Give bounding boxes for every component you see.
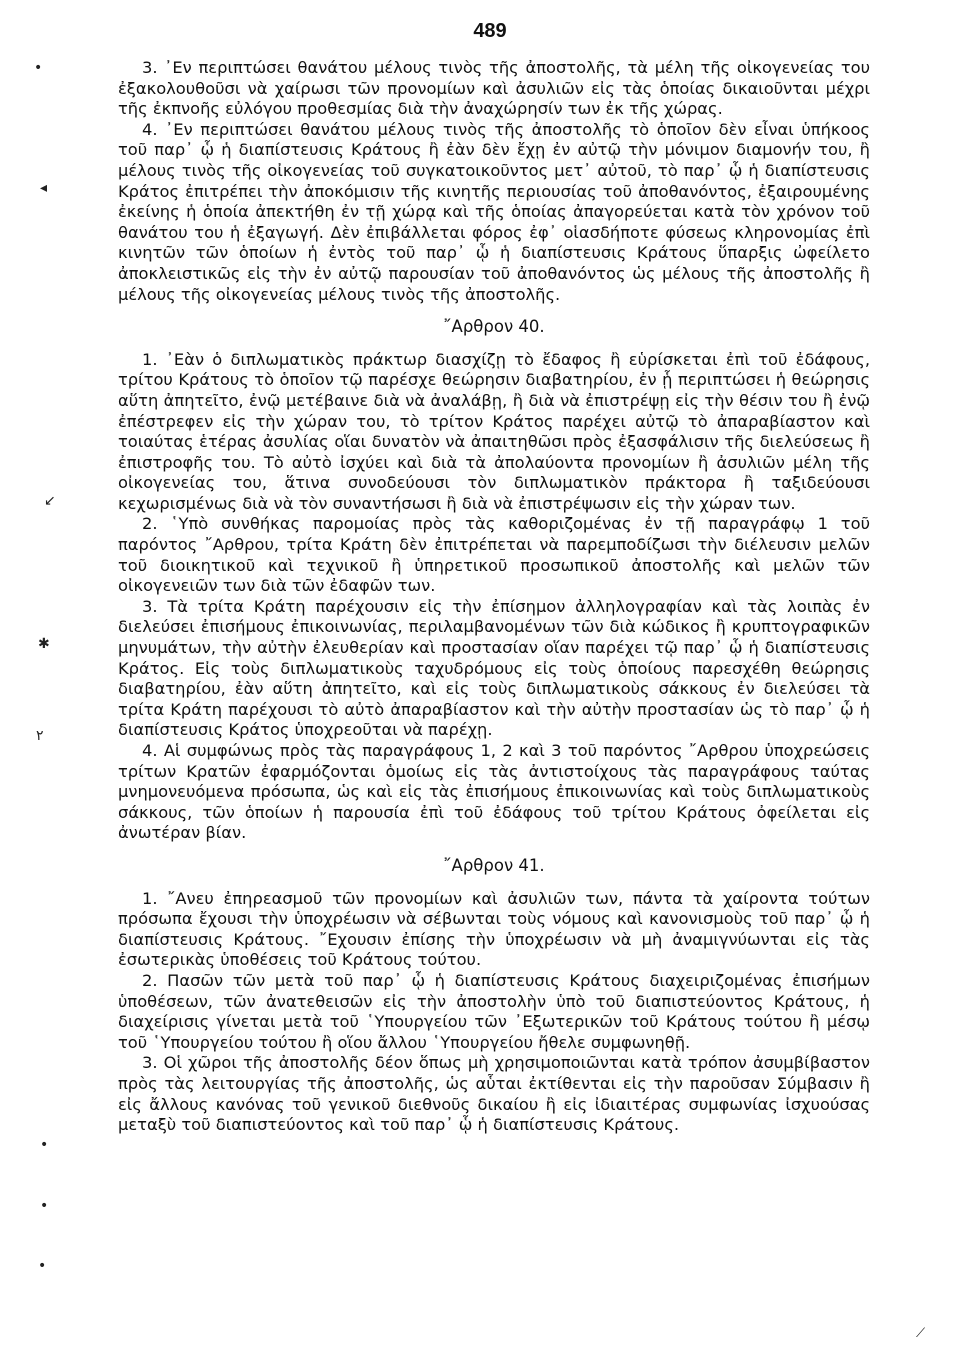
article-41-paragraph-1: 1. ῎Ανευ ἐπηρεασμοῦ τῶν προνομίων καὶ ἀσυλιῶν των, πάντα τὰ χαίροντα τούτων πρόσωπα ἔχουσι τὴν ὑποχρέωσιν νὰ σέβωνται τοὺς νόμους καὶ κανονισμοὺς τοῦ παρ᾽ ᾧ ἡ διαπίστευσις Κράτους. ῎Εχουσιν ἐπίσης τὴν ὑποχρέωσιν νὰ μὴ ἀναμιγνύωνται εἰς τὰς ἐσωτερικὰς ὑποθέσεις τοῦ Κράτους τούτου. xyxy=(118,888,870,970)
document-body xyxy=(118,58,870,1136)
page-number: 489 xyxy=(473,20,507,42)
paragraph-4: 4. ᾽Εν περιπτώσει θανάτου μέλους τινὸς τῆς ἀποστολῆς τὸ ὁποῖον δὲν εἶναι ὑπήκοος τοῦ παρ᾽ ᾧ ἡ διαπίστευσις Κράτους ἢ ἐὰν δὲν ἔχῃ ἐν αὐτῷ τὴν μόνιμον διαμονήν του, ἢ μέλους τινὸς τῆς οἰκογενείας τοῦ συγκατοικοῦντος μετ᾽ αὐτοῦ, τὸ παρ᾽ ᾧ ἡ διαπίστευσις Κράτος ἐπιτρέπει τὴν ἀποκόμισιν τῆς κινητῆς περιουσίας τοῦ ἀποθανόντος, ἐξαιρουμένης ἐκείνης ἡ ὁποία ἀπεκτήθη ἐν τῇ χώρᾳ καὶ τῆς ὁποίας ἀπαγορεύεται κατὰ τὸν χρόνον τοῦ θανάτου του ἡ ἐξαγωγή. Δὲν ἐπιβάλλεται φόρος ἐφ᾽ οἱασδήποτε φύσεως κληρονομίας ἐπὶ κινητῶν τῶν ὁποίων ἡ ἐντὸς τοῦ παρ᾽ ᾧ ἡ διαπίστευσις Κράτους ὕπαρξις ὠφείλετο ἀποκλειστικῶς εἰς τὴν ἐν αὐτῷ παρουσίαν τοῦ ἀποθανόντος ὡς μέλους τῆς ἀποστολῆς ἢ μέλους τῆς οἰκογενείας μέλους τινὸς τῆς ἀποστολῆς. xyxy=(118,119,870,304)
article-40-heading: ῎Αρθρον 40. xyxy=(443,317,545,337)
article-40-paragraph-3: 3. Τὰ τρίτα Κράτη παρέχουσιν εἰς τὴν ἐπίσημον ἀλληλογραφίαν καὶ τὰς λοιπὰς ἐν διελεύσει ἐπισήμους ἐπικοινωνίας, περιλαμβανομένων τῶν διὰ κώδικος ἢ κρυπτογραφικῶν μηνυμάτων, τὴν αὐτὴν ἐλευθερίαν καὶ προστασίαν οἵαν παρέχει τῷ παρ᾽ ᾧ ἡ διαπίστευσις Κράτος. Εἰς τοὺς διπλωματικοὺς ταχυδρόμους εἰς τοὺς ὁποίους παρεσχέθη θεώρησις διαβατηρίου, ἐὰν αὕτη ἀπητεῖτο, καὶ εἰς τοὺς διπλωματικοὺς σάκκους ἐν διελεύσει τὰ τρίτα Κράτη παρέχουσι τὸ αὐτὸ ἀπαραβίαστον καὶ τὴν αὐτὴν προστασίαν ὡς τὸ παρ᾽ ᾧ ἡ διαπίστευσις Κράτος ὑποχρεοῦται νὰ παρέχῃ. xyxy=(118,596,870,740)
article-40-paragraph-1: 1. ᾽Εὰν ὁ διπλωματικὸς πράκτωρ διασχίζῃ τὸ ἔδαφος ἢ εὑρίσκεται ἐπὶ τοῦ ἐδάφους, τρίτου Κράτους τὸ ὁποῖον τῷ παρέσχε θεώρησιν διαβατηρίου, ἐν ᾗ περιπτώσει ἡ θεώρησις αὕτη ἀπητεῖτο, ἐνῷ μετέβαινε διὰ νὰ ἀναλάβῃ, ἢ διὰ νὰ ἐπιστρέψῃ εἰς τὴν θέσιν του ἢ ἐνῷ ἐπέστρεφεν εἰς τὴν χώραν του, τὸ τρίτον Κράτος παρέχει αὐτῷ τὸ ἀπαραβίαστον καὶ τοιαύτας ἑτέρας ἀσυλίας οἵαι δυνατὸν νὰ ἀπαιτηθῶσι πρὸς ἐξασφάλισιν τῆς διελεύσεως ἢ ἐπιστροφῆς του. Τὸ αὐτὸ ἰσχύει καὶ διὰ τὰ ἀπολαύοντα προνομίων ἢ ἀσυλιῶν μέλη τῆς οἰκογενείας του, ἅτινα συνοδεύουσι τὸν διπλωματικὸν πράκτορα ἢ ταξιδεύουσι κεχωρισμένως διὰ νὰ τὸν συναντήσωσι ἢ διὰ νὰ ἐπιστρέψωσιν εἰς τὴν χώραν των. xyxy=(118,349,870,513)
margin-mark: ⟋ xyxy=(916,1326,926,1341)
margin-mark: ✱ xyxy=(38,636,50,652)
article-41-heading: ῎Αρθρον 41. xyxy=(443,855,545,875)
margin-mark: ٢ xyxy=(36,728,44,744)
margin-mark: • xyxy=(34,60,43,76)
margin-mark: • xyxy=(40,1198,49,1214)
article-40-paragraph-4: 4. Αἱ συμφώνως πρὸς τὰς παραγράφους 1, 2 καὶ 3 τοῦ παρόντος ῎Αρθρου ὑποχρεώσεις τρίτων Κρατῶν ἐφαρμόζονται ὁμοίως εἰς τὰς ἀντιστοίχους τὰς παραγράφους ταύτας μνημονευόμενα πρόσωπα, ὡς καὶ εἰς τὰς ἐπισήμους ἐπικοινωνίας καὶ τοὺς διπλωματικοὺς σάκκους, τῶν ὁποίων ἡ παρουσία ἐπὶ τοῦ ἐδάφους τοῦ τρίτου Κράτους ὀφείλεται εἰς ἀνωτέραν βίαν. xyxy=(118,741,870,843)
margin-mark: • xyxy=(38,1258,47,1274)
paragraph-3: 3. ᾽Εν περιπτώσει θανάτου μέλους τινὸς τῆς ἀποστολῆς, τὰ μέλη τῆς οἰκογενείας του ἐξακολουθοῦσι νὰ χαίρωσι τῶν προνομίων καὶ ἀσυλιῶν εἰς τὰς ὁποίας δικαιοῦνται μέχρι τῆς ἐκπνοῆς εὐλόγου προθεσμίας διὰ τὴν ἀναχώρησίν των ἐκ τῆς χώρας. xyxy=(118,58,870,119)
article-41-paragraph-2: 2. Πασῶν τῶν μετὰ τοῦ παρ᾽ ᾧ ἡ διαπίστευσις Κράτους διαχειριζομένας ἐπισήμων ὑποθέσεων, τῶν ἀνατεθεισῶν εἰς τὴν ἀποστολὴν ὑπὸ τοῦ διαπιστεύοντος Κράτους, ἡ διαχείρισις γίνεται μετὰ τοῦ ῾Υπουργείου τῶν ᾽Εξωτερικῶν τοῦ Κράτους τούτου ἢ μέσῳ τοῦ ῾Υπουργείου τούτου ἢ οἵου ἄλλου ῾Υπουργείου ἤθελε συμφωνηθῇ. xyxy=(118,970,870,1052)
margin-mark: ↙ xyxy=(44,493,56,509)
margin-mark: ◂ xyxy=(40,180,48,196)
article-40-paragraph-2: 2. ῾Υπὸ συνθήκας παρομοίας πρὸς τὰς καθοριζομένας ἐν τῇ παραγράφῳ 1 τοῦ παρόντος ῎Αρθρου, τρίτα Κράτη δὲν ἐπιτρέπεται νὰ παρεμποδίζωσι τὴν διέλευσιν μελῶν τοῦ διοικητικοῦ καὶ τεχνικοῦ ἢ ὑπηρετικοῦ προσωπικοῦ ἀποστολῆς καὶ μελῶν τῶν οἰκογενειῶν των διὰ τῶν ἐδαφῶν των. xyxy=(118,514,870,596)
margin-mark: • xyxy=(40,1137,49,1153)
article-41-paragraph-3: 3. Οἱ χῶροι τῆς ἀποστολῆς δέον ὅπως μὴ χρησιμοποιῶνται κατὰ τρόπον ἀσυμβίβαστον πρὸς τὰς λειτουργίας τῆς ἀποστολῆς, ὡς αὗται ἐκτίθενται εἰς τὴν παροῦσαν Σύμβασιν ἢ εἰς ἄλλους κανόνας τοῦ γενικοῦ διεθνοῦς δικαίου ἢ εἰς ἰδιαιτέρας συμφωνίας ἰσχυούσας μεταξὺ τοῦ διαπιστεύοντος καὶ τοῦ παρ᾽ ᾧ ἡ διαπίστευσις Κράτους. xyxy=(118,1053,870,1135)
